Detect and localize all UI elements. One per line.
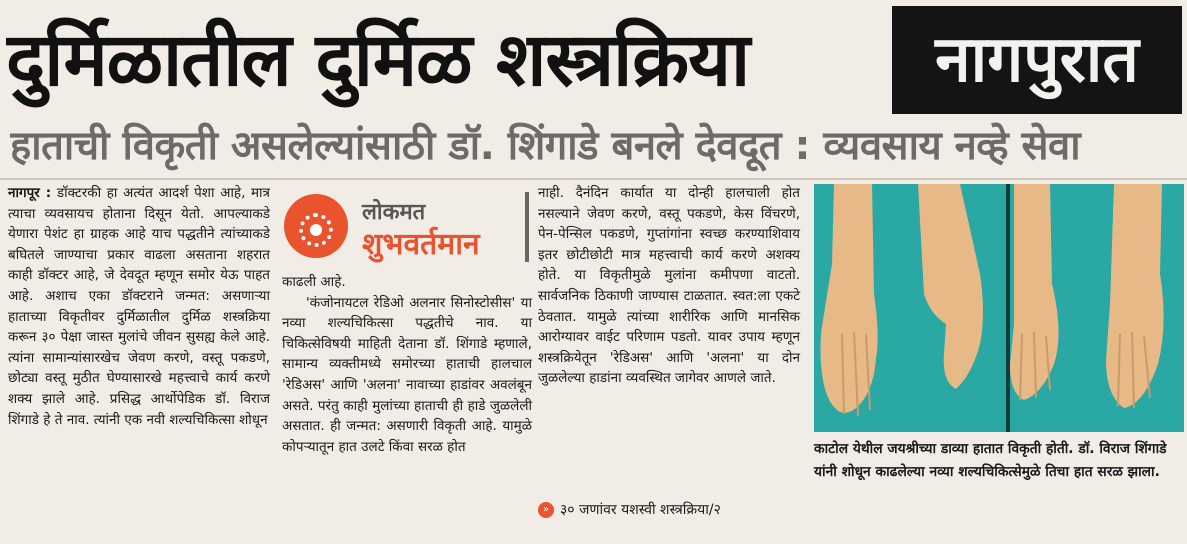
- article-column-1: [8, 183, 270, 430]
- continuation-reference: [538, 498, 800, 522]
- logo-brand: लोकमत: [362, 200, 426, 225]
- column-3-text: नाही. दैनंदिन कार्यात या दोन्ही हालचाली होत नसल्याने जेवण करणे, वस्तू पकडणे, केस विंचरणे, पेन-पेन्सिल पकडणे, गुप्तांगांना स्वच्छ करण्याशिवाय इतर छोटीछोटी मात्र महत्त्वाची कार्य करणे अशक्य होते. या विकृतीमुळे मुलांना कमीपणा वाटतो. सार्वजनिक ठिकाणी जाण्यास टाळतात. स्वत:ला एकटे ठेवतात. यामुळे त्यांच्या शारीरिक आणि मानसिक आरोग्यावर वाईट परिणाम पडतो. यावर उपाय म्हणून शस्त्रक्रियेतून 'रेडिअस' आणि 'अलना' या दोन जुळलेल्या हाडांना व्यवस्थित जागेवर आणले जाते.: [538, 185, 800, 387]
- headline-location-box: नागपुरात: [892, 6, 1182, 114]
- column-1-text: डॉक्टरकी हा अत्यंत आदर्श पेशा आहे, मात्र त्याचा व्यवसायच होताना दिसून येतो. आपल्याकडे येणारा पेशंट हा ग्राहक आहे याच पद्धतीने त्यांच्याकडे बघितले जाण्याचा प्रकार वाढला असताना शहरात काही डॉक्टर आहे, जे देवदूत म्हणून समोर येऊ पाहत आहे. अशाच एका डॉक्टराने जन्मत: असणाऱ्या हाताच्या विकृतीवर दुर्मिळातील दुर्मिळ शस्त्रक्रिया करून ३० पेक्षा जास्त मुलांचे जीवन सुसह्य केले आहे. त्यांना सामान्यांसारखेच जेवण करणे, वस्तू पकडणे, छोट्या वस्तू मुठीत घेण्यासारखे महत्त्वाचे कार्य करणे शक्य झाले आहे. प्रसिद्ध आर्थोपेडिक डॉ. विराज शिंगाडे हे ते नाव. त्यांनी एक नवी शल्यचिकित्सा शोधून: [8, 185, 271, 428]
- headline: दुर्मिळातील दुर्मिळ शस्त्रक्रिया: [6, 17, 750, 103]
- dateline: नागपूर :: [8, 185, 52, 201]
- sun-logo-icon: [284, 194, 348, 258]
- continuation-text: ३० जणांवर यशस्वी शस्त्रक्रिया/२: [560, 502, 721, 518]
- double-chevron-right-icon: »: [538, 502, 554, 518]
- photo-caption: काटोल येथील जयश्रीच्या डाव्या हातात विकृती होती. डॉ. विराज शिंगाडे यांनी शोधून काढलेल्या नव्या शल्यचिकित्सेमुळे तिचा हात सरळ झाला.: [814, 441, 1167, 480]
- divider: [0, 178, 1187, 180]
- logo-divider: [525, 192, 529, 262]
- article-column-3: [538, 183, 800, 389]
- subheadline: हाताची विकृती असलेल्यांसाठी डॉ. शिंगाडे बनले देवदूत : व्यवसाय नव्हे सेवा: [10, 123, 1081, 169]
- photo-divider: [1006, 184, 1010, 432]
- lokmat-shubhvartaman-logo: [282, 188, 532, 268]
- article-column-2: [282, 272, 532, 457]
- column-2-para-2: 'कंजोनायटल रेडिओ अलनार सिनोस्टोसीस' या नव्या शल्यचिकित्सा पद्धतीचे नाव. या चिकित्सेविषयी माहिती देताना डॉ. शिंगाडे म्हणाले, सामान्य व्यक्तीमध्ये समोरच्या हाताची हालचाल 'रेडिअस' आणि 'अलना' नावाच्या हाडांवर अवलंबून असते. परंतु काही मुलांच्या हाताची ही हाडे जुळलेली असतात. ही जन्मत: असणारी विकृती आहे. यामुळे कोपऱ्यातून हात उलटे किंवा सरळ होत: [282, 294, 532, 455]
- column-2-para-1: काढली आहे.: [282, 274, 346, 290]
- hands-photo: [814, 184, 1184, 432]
- hands-photo-illustration: [814, 184, 1184, 432]
- logo-title: शुभवर्तमान: [362, 227, 480, 262]
